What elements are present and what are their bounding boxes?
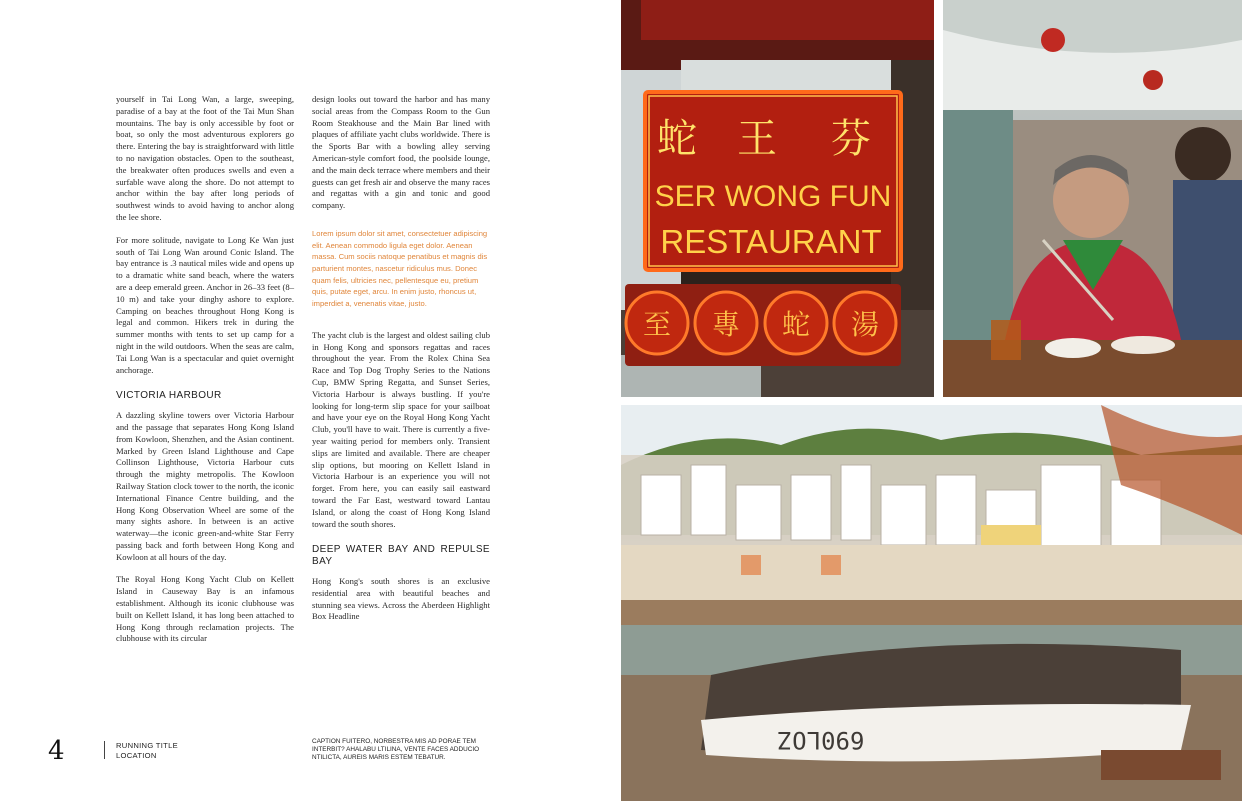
body-paragraph: For more solitude, navigate to Long Ke Wan just south of Tai Long Wan around Conic Island. The bay entrance is .3 nautical miles wide and opens up to a dramatic white sand beach, where the waters are a deep emerald green. Anchor in 26–33 feet (8–10 m) and take your dinghy ashore to explore. Camping on beaches throughout Hong Kong is legal and common. Hikers trek in during the summer months with tents to set up camp for a night in the wild outdoors. When the seas are calm, Tai Long Wan is a spectacular and quiet overnight anchorage. (116, 234, 294, 375)
roundel-char-2: 專 (711, 308, 741, 341)
photo-caption: CAPTION FUITERO, NORBESTRA MIS AD PORAE TEM INTERBIT? AHALABU LTILINA, VENTE FACES ADDUCIO NTILICTA, AUREIS MARIS ESTEM TEBATUR. (312, 738, 480, 762)
boat-hull-number: 690LOZ (777, 726, 865, 754)
footer-divider (104, 741, 105, 759)
sign-char-1: 蛇 (657, 116, 697, 162)
body-paragraph: design looks out toward the harbor and has many social areas from the Compass Room to the Gun Room Steakhouse and the Main Bar lined with plaques of affiliate yacht clubs worldwide. There is the Sports Bar with a bowling alley serving American-style comfort food, the poolside lounge, and the main deck terrace where members and their guests can get fresh air and observe the many races and regattas with a gin and tonic and good company. (312, 94, 490, 211)
roundel-char-1: 至 (642, 308, 672, 341)
section-heading-victoria-harbour: VICTORIA HARBOUR (116, 390, 222, 402)
sign-char-2: 王 (737, 116, 777, 162)
highlight-box-text: Lorem ipsum dolor sit amet, consectetuer adipiscing elit. Aenean commodo ligula eget dolor. Aenean massa. Cum sociis natoque penatibus et magnis dis parturient montes, nascetur ridiculus mus. Donec quam felis, ultricies nec, pellentesque eu, pretium quis, putate eget, arcu. In enim justo, rhoncus ut, imperdiet a, venenatis vitae, justo. (312, 228, 488, 309)
harbour-illustration (621, 405, 1242, 801)
harbour-photo (621, 405, 1242, 801)
body-paragraph: The yacht club is the largest and oldest sailing club in Hong Kong and sponsors regattas and races throughout the year. From the Rolex China Sea Race and Top Dog Trophy Series to the Nations Cup, BMW Spring Regatta, and Sunset Series, Victoria Harbour is always bustling. If you're looking for long-term slip space for your sailboat and have your eye on the Royal Hong Kong Yacht Club, you'll have to wait. There is currently a five-year waiting period for members only. Transient slips are limited and available. There are cheaper slip options, but mooring on Kellett Island in Victoria Harbour is an experience you will not forget. From here, you can easily sail eastward toward the Far East, westward toward Lantau Island, or along the coast of Hong Kong Island toward the south shores. (312, 329, 490, 529)
roundel-char-4: 湯 (850, 308, 880, 341)
sign-line-2: RESTAURANT (660, 223, 882, 260)
body-paragraph: yourself in Tai Long Wan, a large, sweeping, paradise of a bay at the foot of the Tai Mun Shan mountains. The bay is only accessible by foot or boat, so only the most adventurous explorers go there. Entering the bay is straightforward with little to no navigation obstacles. Open to the southeast, the breakwater often produces swells and even a surfable wave along the shore. Do not attempt to anchor within the bay after long periods of southwest winds to avoid having to anchor along the lee shore. (116, 94, 294, 222)
page-number: 4 (48, 736, 65, 766)
section-heading-deep-water-bay: DEEP WATER BAY AND REPULSE BAY (312, 544, 490, 568)
diner-photo (943, 0, 1242, 397)
sign-line-1: SER WONG FUN (654, 180, 892, 213)
neon-sign-illustration (621, 0, 934, 397)
body-paragraph: Hong Kong's south shores is an exclusive residential area with beautiful beaches and stunning sea views. Across the Aberdeen Highlight Box Headline (312, 576, 490, 622)
sign-char-3: 芬 (831, 116, 871, 162)
body-paragraph: The Royal Hong Kong Yacht Club on Kellett Island in Causeway Bay is an infamous establishment. Although its iconic clubhouse was built on Kellett Island, it has long been attached to Hong Kong through reclamation projects. The clubhouse with its circular (116, 574, 294, 644)
diner-illustration (943, 0, 1242, 397)
body-paragraph: A dazzling skyline towers over Victoria Harbour and the passage that separates Hong Kong Island from Kowloon, Shenzhen, and the Asian continent. Marked by Green Island Lighthouse and Cape Collinson Lighthouse, Victoria Harbour cuts through the mighty metropolis. The Kowloon Railway Station clock tower to the north, the iconic International Finance Centre building, and the Hong Kong Observation Wheel are some of the many sights ashore. In between is an active waterway—the iconic green-and-white Star Ferry passing back and forth between Hong Kong and Kowloon at all hours of the day. (116, 410, 294, 562)
middle-text-column (312, 94, 490, 634)
neon-sign-photo (621, 0, 934, 397)
running-title-block (116, 741, 178, 761)
roundel-char-3: 蛇 (781, 308, 811, 341)
running-title: RUNNING TITLE (116, 741, 178, 750)
running-location: LOCATION (116, 751, 157, 760)
left-text-column (116, 94, 294, 656)
